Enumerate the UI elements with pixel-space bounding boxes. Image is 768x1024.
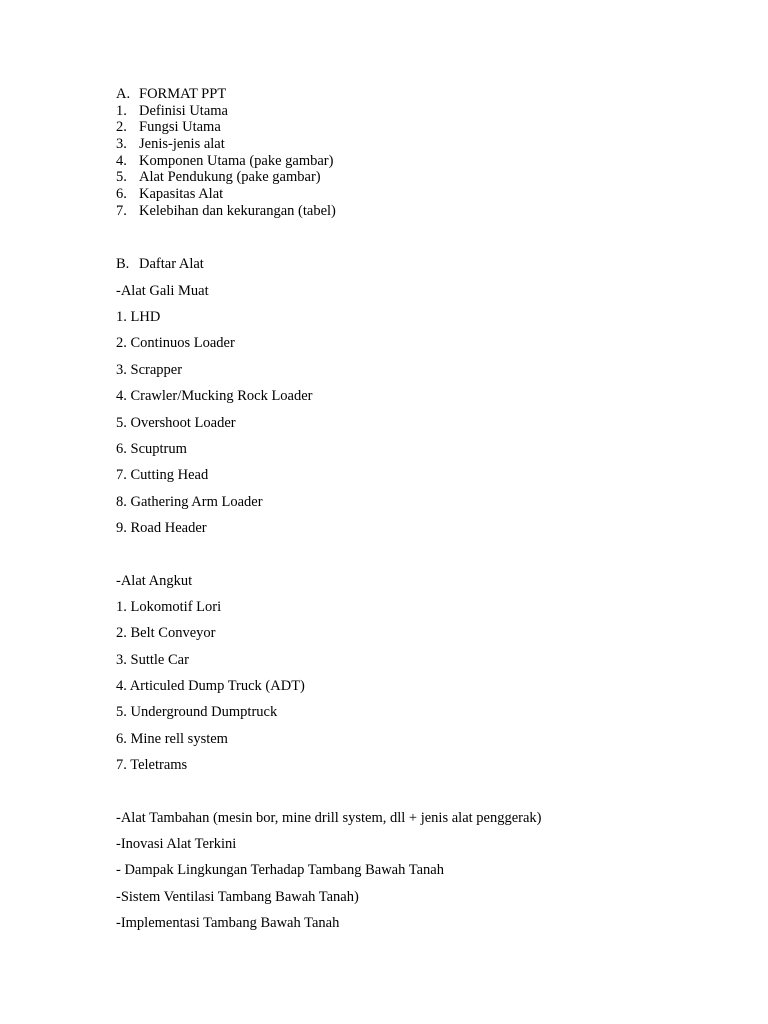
list-marker: 3. (116, 136, 127, 153)
list-item: 4. Crawler/Mucking Rock Loader (116, 388, 313, 404)
list-item: 8. Gathering Arm Loader (116, 494, 263, 510)
list-marker: 4. (116, 152, 127, 169)
section-heading-b (116, 255, 204, 273)
section-heading-a (116, 86, 336, 103)
format-ppt-list (116, 86, 336, 220)
extra-topic: -Alat Tambahan (mesin bor, mine drill system, dll + jenis alat penggerak) (116, 810, 542, 826)
list-item-text: Alat Pendukung (pake gambar) (139, 169, 321, 186)
list-item-text: Kapasitas Alat (139, 186, 224, 203)
list-item: 2. Belt Conveyor (116, 625, 216, 641)
list-item-text: Fungsi Utama (139, 119, 221, 136)
list-marker: 2. (116, 119, 127, 136)
list-item: 3. Suttle Car (116, 652, 189, 668)
list-item-text: Kelebihan dan kekurangan (tabel) (139, 202, 336, 219)
list-marker: 1. (116, 102, 127, 119)
list-item (116, 136, 336, 153)
extra-topic: -Implementasi Tambang Bawah Tanah (116, 915, 340, 931)
group-heading-angkut: -Alat Angkut (116, 573, 193, 589)
list-item-text: Jenis-jenis alat (139, 136, 225, 153)
list-item: 3. Scrapper (116, 362, 183, 378)
list-item (116, 186, 336, 203)
list-item: 9. Road Header (116, 520, 207, 536)
list-item: 2. Continuos Loader (116, 335, 235, 351)
list-item: 5. Underground Dumptruck (116, 704, 278, 720)
list-item: 6. Scuptrum (116, 441, 187, 457)
list-item (116, 103, 336, 120)
list-item: 6. Mine rell system (116, 731, 228, 747)
list-item: 5. Overshoot Loader (116, 415, 236, 431)
list-marker: A. (116, 86, 131, 102)
list-item: 7. Cutting Head (116, 467, 209, 483)
list-item-text: Definisi Utama (139, 102, 228, 119)
list-marker: B. (116, 256, 130, 272)
group-heading-gali-muat: -Alat Gali Muat (116, 283, 209, 299)
extra-topic: -Inovasi Alat Terkini (116, 836, 237, 852)
list-marker: 5. (116, 169, 127, 186)
list-item (116, 169, 336, 186)
list-item: 1. LHD (116, 309, 161, 325)
section-title: FORMAT PPT (139, 86, 227, 102)
list-item (116, 153, 336, 170)
list-item: 7. Teletrams (116, 757, 188, 773)
list-item (116, 203, 336, 220)
list-item: 4. Articuled Dump Truck (ADT) (116, 678, 305, 694)
list-item (116, 119, 336, 136)
extra-topic: - Dampak Lingkungan Terhadap Tambang Bawah Tanah (116, 862, 444, 878)
list-marker: 6. (116, 186, 127, 203)
list-marker: 7. (116, 202, 127, 219)
extra-topic: -Sistem Ventilasi Tambang Bawah Tanah) (116, 889, 359, 905)
section-title: Daftar Alat (139, 256, 204, 272)
list-item: 1. Lokomotif Lori (116, 599, 222, 615)
list-item-text: Komponen Utama (pake gambar) (139, 152, 334, 169)
